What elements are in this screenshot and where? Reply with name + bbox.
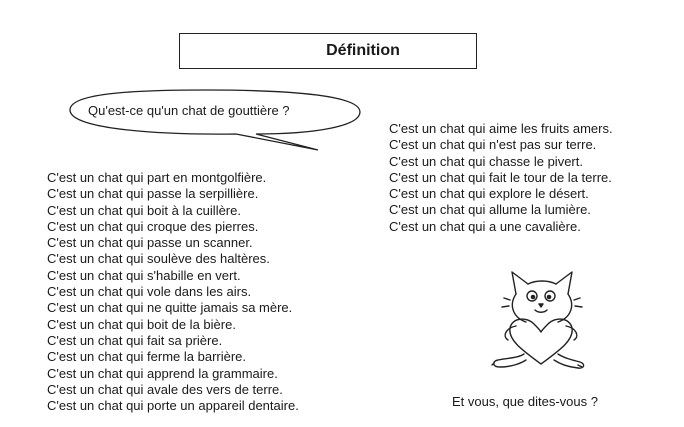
left-definition-list xyxy=(47,170,299,414)
list-item: C'est un chat qui ferme la barrière. xyxy=(47,349,247,365)
list-item: C'est un chat qui n'est pas sur terre. xyxy=(389,137,597,153)
list-item: C'est un chat qui ne quitte jamais sa mère. xyxy=(47,300,293,316)
cat-holding-heart-icon xyxy=(486,266,596,370)
list-item: C'est un chat qui aime les fruits amers. xyxy=(389,121,613,136)
speech-bubble xyxy=(56,88,366,152)
title-box xyxy=(179,33,477,69)
right-definition-list xyxy=(389,121,613,235)
list-item: C'est un chat qui croque des pierres. xyxy=(47,218,259,234)
list-item: C'est un chat qui soulève des haltères. xyxy=(47,251,270,267)
list-item: C'est un chat qui apprend la grammaire. xyxy=(47,365,278,381)
closing-question: Et vous, que dites-vous ? xyxy=(452,394,598,409)
list-item: C'est un chat qui avale des vers de terre. xyxy=(47,381,283,397)
list-item: C'est un chat qui chasse le pivert. xyxy=(389,153,583,169)
list-item: C'est un chat qui vole dans les airs. xyxy=(47,284,252,300)
list-item: C'est un chat qui fait sa prière. xyxy=(47,332,223,348)
question-text: Qu'est-ce qu'un chat de gouttière ? xyxy=(88,103,290,118)
list-item: C'est un chat qui boit à la cuillère. xyxy=(47,202,241,218)
list-item: C'est un chat qui part en montgolfière. xyxy=(47,170,267,185)
list-item: C'est un chat qui passe un scanner. xyxy=(47,235,253,251)
list-item: C'est un chat qui a une cavalière. xyxy=(389,218,581,234)
list-item: C'est un chat qui porte un appareil dentaire. xyxy=(47,398,299,414)
list-item: C'est un chat qui fait le tour de la terre. xyxy=(389,169,612,185)
list-item: C'est un chat qui allume la lumière. xyxy=(389,202,591,218)
list-item: C'est un chat qui s'habille en vert. xyxy=(47,267,241,283)
list-item: C'est un chat qui passe la serpillière. xyxy=(47,186,259,202)
page-title: Définition xyxy=(326,42,400,59)
list-item: C'est un chat qui explore le désert. xyxy=(389,186,589,202)
list-item: C'est un chat qui boit de la bière. xyxy=(47,316,236,332)
